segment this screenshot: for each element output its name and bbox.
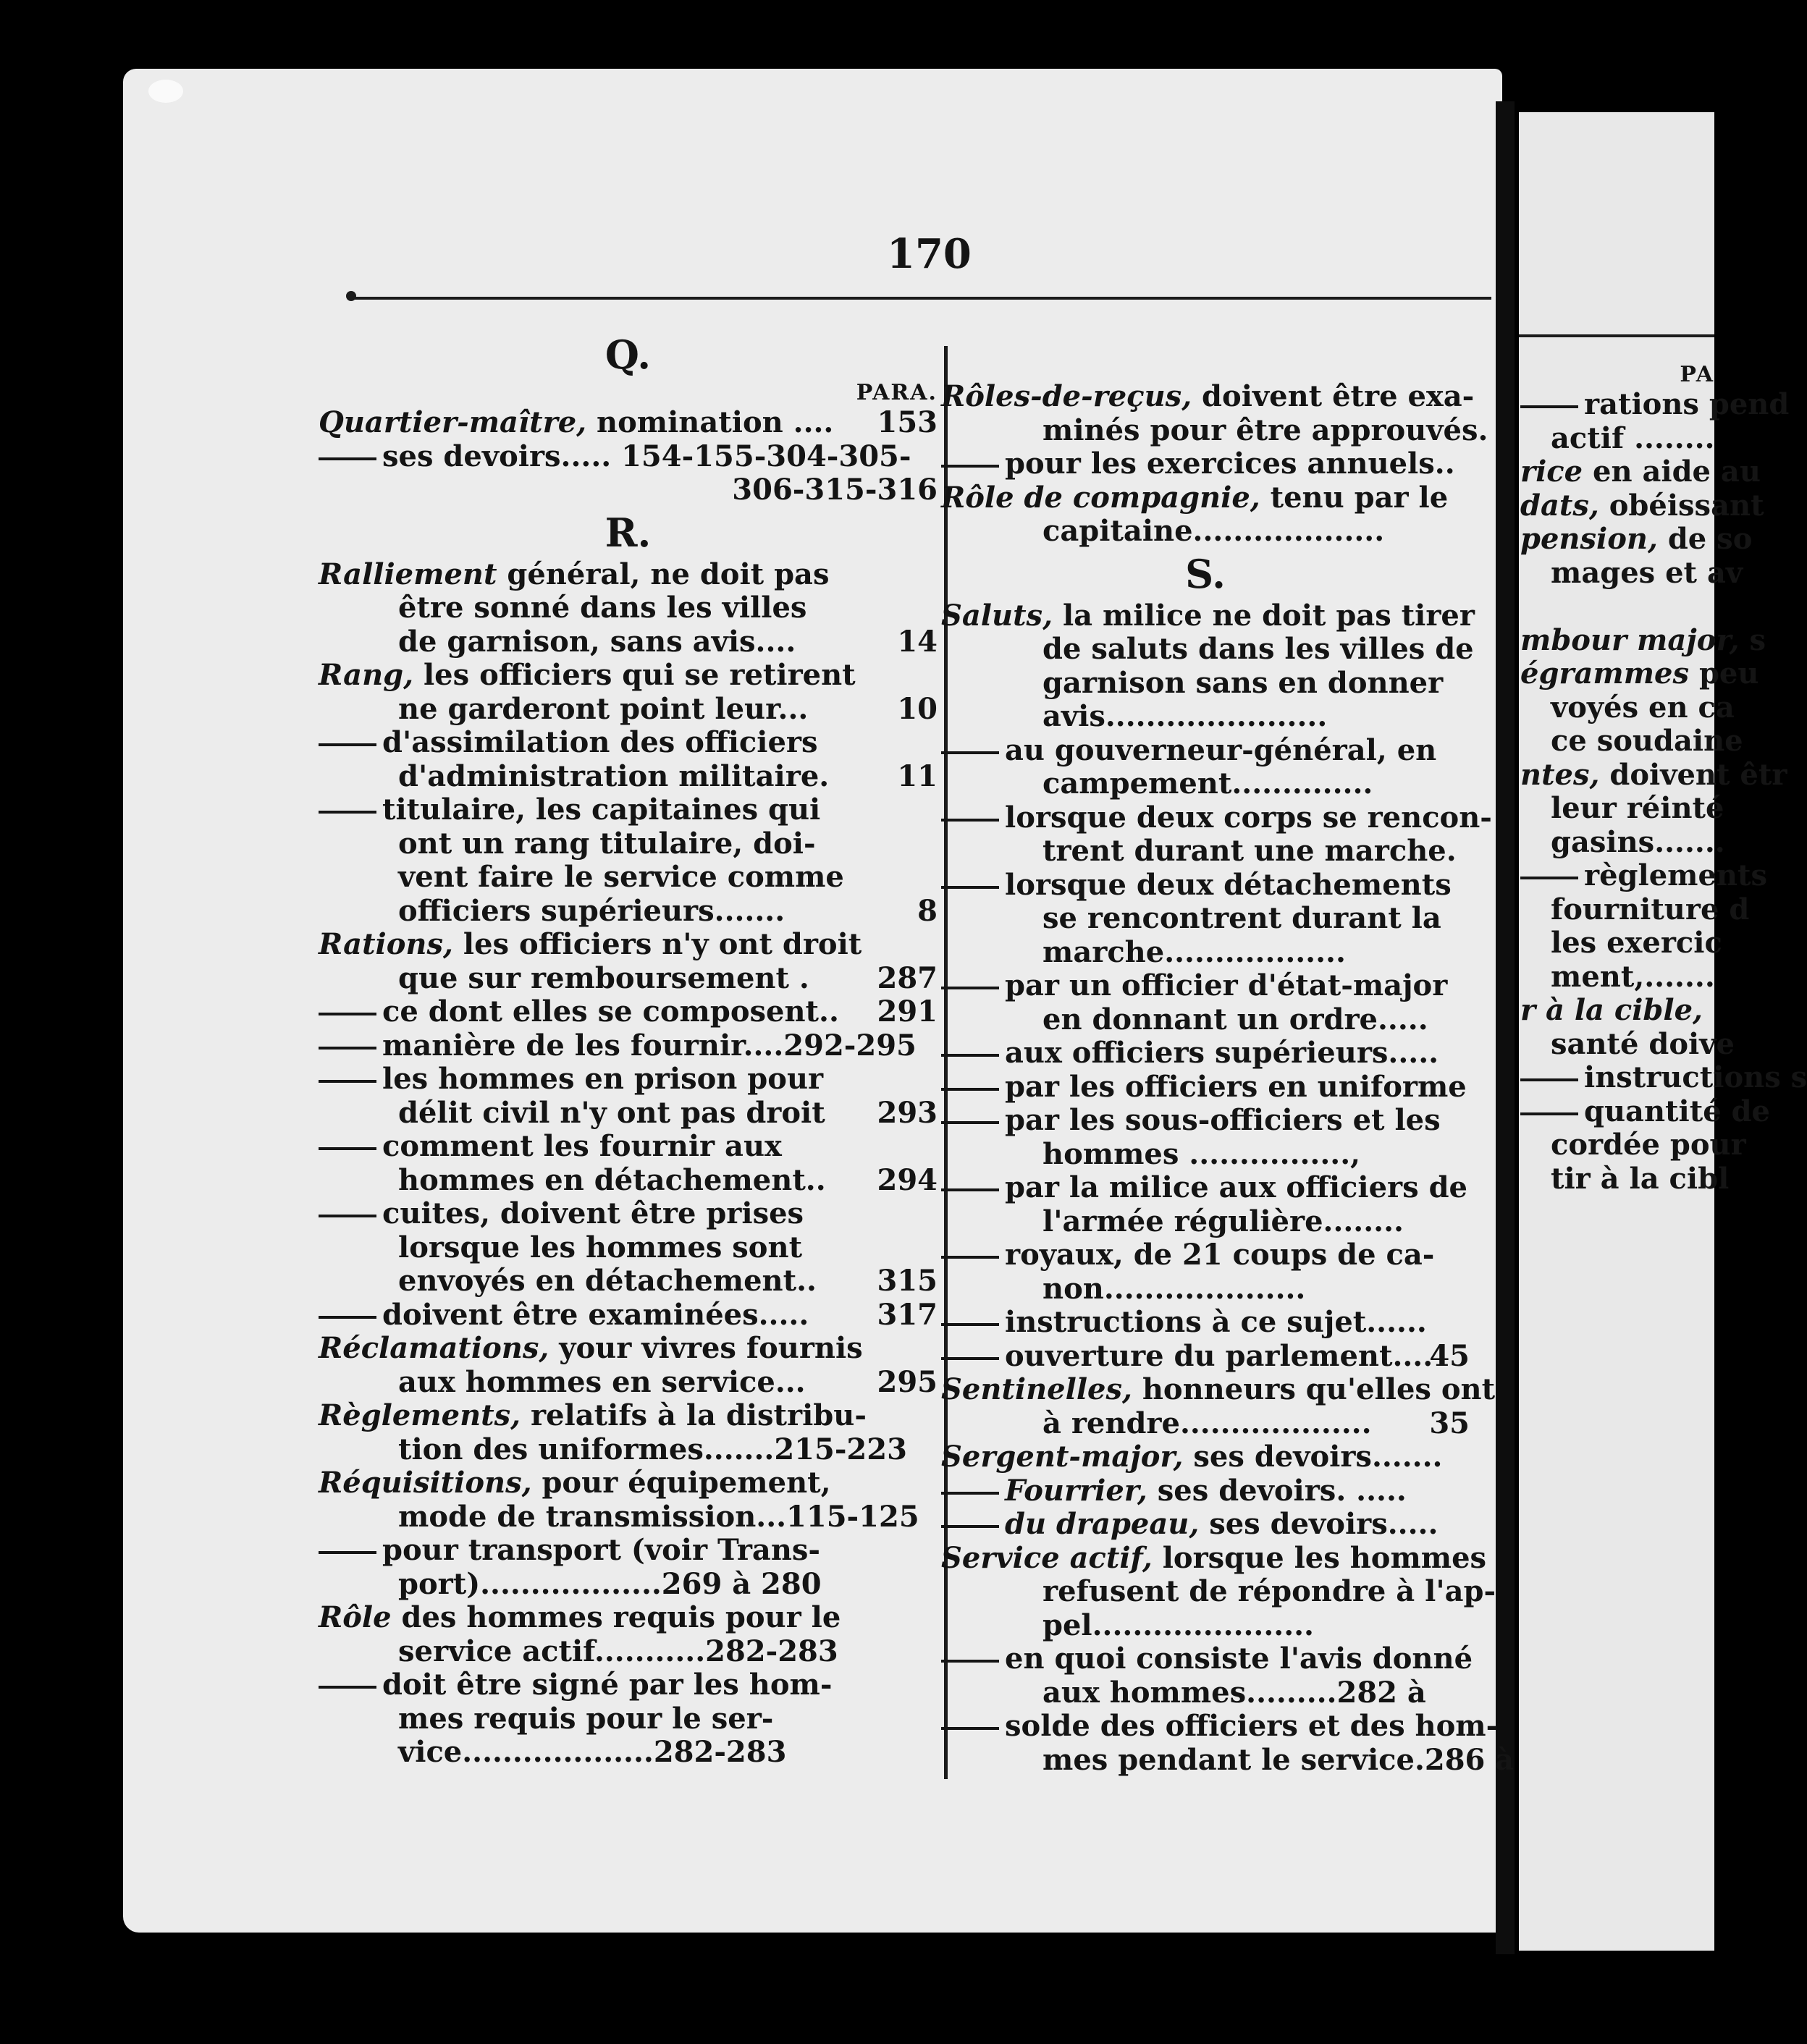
entry-text: se rencontrent durant la [1042, 901, 1441, 935]
entry-text: pour les exercices annuels.. [1005, 447, 1455, 481]
index-entry [1520, 994, 1714, 1028]
index-entry [941, 869, 1470, 903]
entry-text: ont un rang titulaire, doi- [398, 826, 816, 861]
entry-text: refusent de répondre à l'ap- [1042, 1574, 1496, 1608]
entry-keyword: Rôle [319, 1600, 392, 1634]
entry-keyword: Réclamations, [319, 1331, 549, 1365]
index-column-right [1520, 362, 1807, 1196]
index-entry [319, 962, 938, 996]
entry-text: rations pend [1584, 387, 1790, 421]
index-entry [941, 835, 1470, 869]
entry-text: capitaine................... [1042, 514, 1385, 548]
entry-text: garnison sans en donner [1042, 665, 1444, 700]
index-entry [941, 1508, 1470, 1542]
entry-keyword: Rations, [319, 927, 453, 961]
entry-text: tir à la cibl [1551, 1161, 1730, 1196]
index-entry [941, 936, 1470, 970]
index-entry [941, 1306, 1470, 1340]
entry-text: manière de les fournir....292-295 [382, 1028, 917, 1063]
index-entry [1520, 690, 1735, 725]
entry-text: minés pour être approuvés. [1042, 413, 1488, 447]
entry-text: au gouverneur-général, en [1005, 732, 1437, 767]
index-entry [1520, 622, 1766, 658]
index-entry [319, 1736, 938, 1770]
index-entry [319, 726, 938, 760]
entry-text: en donnant un ordre..... [1042, 1002, 1428, 1036]
section-letter: R. [605, 509, 652, 556]
index-entry [319, 1635, 938, 1669]
paragraph-number: 295 [877, 1364, 938, 1399]
entry-keyword: mbour major, [1520, 622, 1740, 657]
entry-text: tion des uniformes.......215-223 [398, 1432, 907, 1466]
entry-text: ses devoirs..... [1199, 1507, 1439, 1541]
index-entry [319, 1029, 938, 1063]
index-entry [941, 800, 1492, 835]
entry-text: ses devoirs....... [1183, 1440, 1443, 1474]
entry-text: pel...................... [1042, 1608, 1314, 1642]
paragraph-number: 153 [877, 405, 938, 439]
entry-text: en aide au [1583, 455, 1761, 489]
entry-text: leur réinté [1551, 791, 1724, 825]
entry-keyword: Réquisitions, [319, 1466, 532, 1500]
index-entry [941, 1036, 1470, 1070]
entry-text: par la milice aux officiers de [1005, 1170, 1467, 1204]
repeat-dash [319, 1686, 376, 1689]
entry-text: solde des officiers et des hom- [1005, 1709, 1499, 1743]
entry-keyword: Sergent-major, [941, 1440, 1184, 1474]
index-entry [941, 515, 1470, 549]
entry-text: aux hommes.........282 à [1042, 1675, 1426, 1710]
index-entry [319, 995, 938, 1029]
repeat-dash [1520, 1078, 1578, 1081]
index-entry [319, 1197, 938, 1231]
index-entry [319, 1399, 938, 1433]
index-entry [941, 447, 1470, 481]
entry-text: par les sous-officiers et les [1005, 1103, 1441, 1137]
repeat-dash [319, 457, 376, 460]
entry-text: ne garderont point leur... [398, 691, 809, 726]
index-entry [319, 861, 938, 895]
entry-text: service actif...........282-283 [398, 1634, 838, 1668]
entry-text: règlements [1584, 858, 1767, 892]
index-entry [941, 1642, 1473, 1676]
paragraph-number: 10 [897, 691, 938, 726]
entry-text: nomination .... [586, 405, 834, 439]
entry-text: instructions à ce sujet...... [1005, 1305, 1427, 1339]
entry-text: obéissant [1598, 488, 1764, 523]
repeat-dash [941, 751, 999, 754]
entry-keyword: r à la cible, [1520, 993, 1703, 1027]
entry-keyword: Règlements, [319, 1398, 521, 1432]
entry-keyword: ntes, [1520, 757, 1600, 792]
index-entry [319, 625, 938, 659]
entry-text: pour transport (voir Trans- [382, 1533, 821, 1567]
index-entry [319, 1164, 938, 1198]
index-entry [319, 473, 938, 507]
index-entry [941, 598, 1475, 633]
index-entry [941, 1171, 1470, 1205]
entry-text: royaux, de 21 coups de ca- [1005, 1238, 1435, 1272]
index-entry [319, 1097, 938, 1131]
paragraph-number: 306-315-316 [732, 473, 938, 507]
repeat-dash [319, 1080, 376, 1083]
entry-keyword: Rôles-de-reçus, [941, 379, 1192, 413]
entry-text: gasins....... [1551, 824, 1725, 859]
index-entry [941, 1407, 1470, 1441]
index-entry [319, 793, 938, 827]
entry-text: officiers supérieurs....... [398, 893, 785, 928]
para-column-header: PA [1680, 362, 1714, 387]
index-entry [1520, 858, 1767, 893]
index-entry [319, 928, 938, 962]
index-entry [1520, 1026, 1735, 1062]
index-entry [319, 1264, 938, 1298]
index-entry [319, 659, 938, 693]
entry-text: l'armée régulière........ [1042, 1204, 1404, 1238]
index-entry [941, 1676, 1470, 1710]
index-entry [319, 1568, 938, 1602]
entry-text: de garnison, sans avis.... [398, 624, 796, 659]
section-letter: Q. [605, 331, 652, 378]
index-entry [319, 558, 938, 592]
entry-text: s [1739, 622, 1766, 657]
repeat-dash [1520, 405, 1578, 408]
repeat-dash [941, 1323, 999, 1326]
index-entry [319, 1466, 938, 1500]
index-entry [941, 1709, 1499, 1744]
book-gutter [1496, 101, 1515, 1954]
entry-text: lorsque deux corps se rencon- [1005, 800, 1492, 835]
entry-text: doivent être examinées..... [382, 1297, 809, 1332]
index-entry [319, 1500, 938, 1534]
entry-text: par un officier d'état-major [1005, 968, 1448, 1002]
repeat-dash [319, 1551, 376, 1554]
entry-text: non.................... [1042, 1271, 1306, 1306]
entry-keyword: Fourrier, [1005, 1473, 1147, 1508]
index-entry [319, 895, 938, 929]
index-entry [1520, 892, 1750, 927]
entry-text: your vivres fournis [549, 1331, 863, 1365]
entry-keyword: Rôle de compagnie, [941, 480, 1260, 515]
repeat-dash [941, 1727, 999, 1730]
entry-text: la milice ne doit pas tirer [1053, 598, 1475, 633]
entry-text: relatifs à la distribu- [521, 1398, 867, 1432]
repeat-dash [941, 1525, 999, 1528]
index-entry [941, 1440, 1470, 1474]
entry-text: mes requis pour le ser- [398, 1701, 774, 1736]
repeat-dash [941, 1088, 999, 1091]
index-column-left [319, 329, 938, 1770]
repeat-dash [319, 811, 376, 814]
index-entry [1520, 656, 1759, 691]
index-entry [1520, 824, 1725, 860]
entry-text: cordée pour [1551, 1128, 1746, 1162]
repeat-dash [941, 819, 999, 822]
entry-text: hommes ................, [1042, 1136, 1361, 1171]
entry-text: ses devoirs..... 154-155-304-305- [382, 439, 911, 473]
paragraph-number: 45 [1429, 1338, 1470, 1373]
index-entry [1520, 555, 1743, 591]
index-entry [941, 481, 1470, 515]
index-entry [941, 1474, 1470, 1508]
repeat-dash [941, 1054, 999, 1057]
entry-text: mes pendant le service.286 à [1042, 1742, 1515, 1777]
index-entry [941, 1003, 1470, 1037]
repeat-dash [319, 743, 376, 746]
paragraph-number: 293 [877, 1095, 938, 1130]
paragraph-number: 287 [877, 960, 938, 995]
entry-text: être sonné dans les villes [398, 591, 807, 625]
index-entry [941, 379, 1475, 414]
index-entry [319, 827, 938, 861]
index-entry [319, 1332, 938, 1366]
paragraph-number: 291 [877, 994, 938, 1029]
entry-text: les officiers n'y ont droit [452, 927, 862, 961]
entry-text: doivent êtr [1599, 757, 1787, 792]
entry-text: ment,....... [1551, 959, 1715, 994]
entry-keyword: Sentinelles, [941, 1372, 1132, 1406]
entry-text: titulaire, les capitaines qui [382, 793, 821, 827]
repeat-dash [319, 1013, 376, 1015]
entry-text: d'assimilation des officiers [382, 725, 818, 759]
repeat-dash [1520, 1112, 1578, 1115]
index-entry [1520, 1161, 1730, 1196]
entry-text: délit civil n'y ont pas droit [398, 1095, 825, 1130]
entry-text: les officiers qui se retirent [413, 658, 856, 692]
entry-text: lorsque deux détachements [1005, 867, 1452, 902]
repeat-dash [941, 886, 999, 889]
paragraph-number: 315 [877, 1264, 938, 1298]
page-number: 170 [887, 230, 972, 278]
section-letter: S. [1185, 550, 1226, 597]
entry-keyword: Service actif, [941, 1540, 1153, 1575]
entry-text: doivent être exa- [1192, 379, 1475, 413]
entry-text: envoyés en détachement.. [398, 1264, 817, 1298]
entry-keyword: Ralliement [319, 557, 497, 591]
index-entry [941, 767, 1470, 801]
index-entry [319, 591, 938, 625]
index-entry [319, 1063, 938, 1097]
entry-text: de so [1657, 522, 1753, 556]
repeat-dash [941, 1256, 999, 1259]
paragraph-number: 8 [917, 893, 938, 928]
index-entry [319, 693, 938, 727]
entry-text: de saluts dans les villes de [1042, 632, 1474, 666]
repeat-dash [941, 1492, 999, 1495]
index-entry [941, 1205, 1470, 1239]
index-entry [319, 1130, 938, 1164]
entry-text: lorsque les hommes [1152, 1540, 1487, 1575]
entry-keyword: Saluts, [941, 598, 1053, 633]
entry-text: actif ........ [1551, 421, 1715, 455]
index-entry [941, 1340, 1470, 1374]
entry-text: quantité de [1584, 1094, 1770, 1128]
index-column-middle [941, 379, 1515, 1777]
paragraph-number: 294 [877, 1162, 938, 1197]
repeat-dash [319, 1047, 376, 1050]
entry-keyword: Quartier-maître, [319, 405, 587, 439]
index-entry [319, 406, 938, 440]
index-entry [319, 440, 938, 474]
entry-text: campement.............. [1042, 766, 1373, 801]
index-entry [319, 1366, 938, 1400]
index-entry [941, 1104, 1470, 1138]
entry-text: vent faire le service comme [398, 860, 844, 894]
paper-speck [148, 80, 183, 103]
index-entry [1520, 387, 1790, 422]
entry-text: honneurs qu'elles ont [1132, 1372, 1496, 1406]
index-entry [941, 1070, 1470, 1105]
entry-text: vice...................282-283 [398, 1735, 787, 1769]
entry-text: peu [1689, 656, 1759, 691]
index-entry [941, 413, 1488, 448]
repeat-dash [941, 1660, 999, 1663]
entry-text: port)..................269 à 280 [398, 1566, 822, 1601]
index-entry [319, 1601, 938, 1635]
repeat-dash [1520, 877, 1578, 879]
entry-text: lorsque les hommes sont [398, 1230, 803, 1264]
entry-text: doit être signé par les hom- [382, 1668, 833, 1702]
repeat-dash [941, 987, 999, 989]
repeat-dash [319, 1147, 376, 1150]
index-entry [1520, 926, 1722, 960]
entry-text: comment les fournir aux [382, 1129, 782, 1163]
entry-text: trent durant une marche. [1042, 834, 1457, 868]
repeat-dash [941, 465, 999, 468]
index-entry [941, 632, 1474, 667]
index-entry [1520, 455, 1761, 489]
right-page-header-rule [1519, 334, 1714, 337]
repeat-dash [941, 1121, 999, 1124]
entry-keyword: égrammes [1520, 656, 1690, 691]
entry-text: pour équipement, [531, 1466, 831, 1500]
entry-keyword: rice [1520, 455, 1583, 489]
entry-text: santé doive [1551, 1026, 1735, 1061]
entry-text: voyés en ca [1551, 690, 1735, 725]
index-entry [941, 1238, 1470, 1272]
entry-text: les hommes en prison pour [382, 1062, 824, 1096]
entry-text: à rendre................... [1042, 1406, 1372, 1440]
index-entry [319, 760, 938, 794]
entry-text: aux hommes en service... [398, 1364, 806, 1399]
index-entry [319, 1668, 938, 1702]
paragraph-number: 35 [1429, 1406, 1470, 1440]
index-entry [941, 1138, 1470, 1172]
index-entry [319, 1702, 938, 1736]
paragraph-number: 11 [897, 759, 938, 793]
index-entry [319, 1298, 938, 1333]
entry-text: tenu par le [1260, 480, 1449, 515]
index-entry [941, 700, 1470, 734]
index-entry [1520, 960, 1714, 994]
index-entry [1520, 1060, 1807, 1095]
entry-keyword: Rang, [319, 658, 414, 692]
index-entry [941, 1574, 1496, 1609]
index-entry [941, 667, 1470, 701]
index-entry [941, 1609, 1470, 1643]
entry-text: que sur remboursement . [398, 960, 809, 995]
paragraph-number: 14 [897, 624, 938, 659]
index-entry [1520, 488, 1764, 523]
paragraph-number: 317 [877, 1297, 938, 1332]
entry-text: aux officiers supérieurs..... [1005, 1036, 1439, 1070]
entry-text: ouverture du parlement.... [1005, 1338, 1433, 1373]
index-entry [941, 969, 1470, 1003]
entry-text: cuites, doivent être prises [382, 1196, 804, 1230]
entry-text: les exercic [1551, 926, 1722, 960]
entry-text: mode de transmission...115-125 [398, 1499, 919, 1534]
index-entry [941, 1372, 1496, 1407]
index-entry [941, 734, 1470, 768]
index-entry [941, 1540, 1487, 1576]
entry-text: avis...................... [1042, 699, 1328, 733]
para-column-header: PARA. [856, 380, 938, 405]
index-entry [1520, 522, 1753, 557]
index-entry [1520, 724, 1743, 759]
entry-text: ce soudaine [1551, 724, 1743, 758]
entry-text: ses devoirs. ..... [1147, 1473, 1407, 1508]
index-entry [1520, 791, 1724, 826]
index-entry [1520, 1094, 1770, 1129]
entry-keyword: dats, [1520, 488, 1599, 523]
entry-text: d'administration militaire. [398, 759, 830, 793]
entry-text: en quoi consiste l'avis donné [1005, 1642, 1473, 1676]
repeat-dash [319, 1316, 376, 1319]
index-entry [319, 1433, 938, 1467]
blank-line [1520, 590, 1714, 624]
entry-text: marche.................. [1042, 934, 1346, 969]
header-rule [348, 297, 1491, 300]
entry-text: fourniture d [1551, 892, 1750, 926]
index-entry [1520, 422, 1714, 456]
repeat-dash [941, 1357, 999, 1360]
entry-text: instructions s [1584, 1060, 1807, 1094]
entry-text: général, ne doit pas [497, 557, 830, 591]
entry-text: ce dont elles se composent.. [382, 994, 839, 1029]
repeat-dash [941, 1188, 999, 1191]
index-entry [941, 902, 1470, 936]
index-entry [1520, 1128, 1746, 1162]
entry-keyword: pension, [1520, 522, 1658, 556]
entry-text: mages et av [1551, 555, 1743, 590]
index-entry [941, 1742, 1515, 1778]
entry-text: des hommes requis pour le [391, 1600, 841, 1634]
entry-text: par les officiers en uniforme [1005, 1069, 1467, 1104]
index-entry [319, 1534, 938, 1568]
repeat-dash [319, 1215, 376, 1217]
index-entry [1520, 757, 1787, 793]
entry-keyword: du drapeau, [1005, 1507, 1200, 1541]
entry-text: hommes en détachement.. [398, 1162, 826, 1197]
index-entry [319, 1231, 938, 1265]
index-entry [941, 1272, 1470, 1306]
